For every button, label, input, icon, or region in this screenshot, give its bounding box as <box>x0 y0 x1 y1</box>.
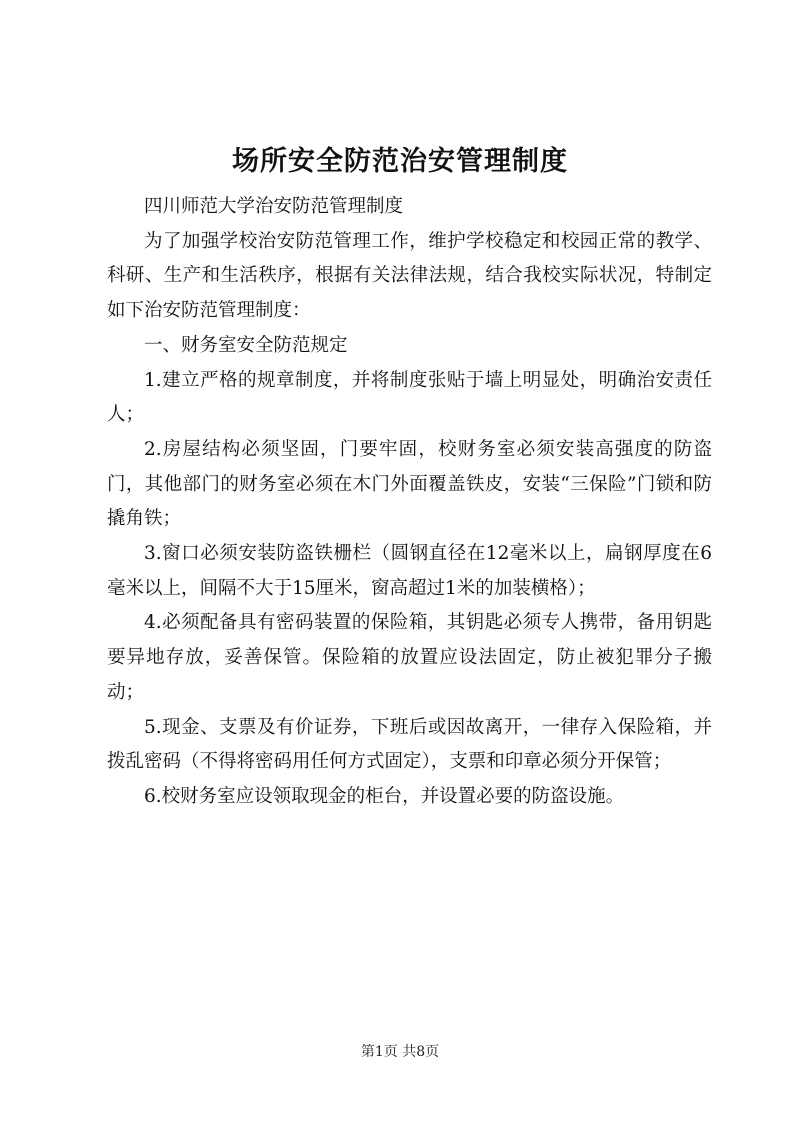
paragraph-intro: 为了加强学校治安防范管理工作，维护学校稳定和校园正常的教学、科研、生产和生活秩序，根据有关法律法规，结合我校实际状况，特制定如下治安防范管理制度： <box>107 230 712 322</box>
section-heading: 一、财务室安全防范规定 <box>144 334 348 356</box>
paragraph-item-5: 5.现金、支票及有价证券，下班后或因故离开，一律存入保险箱，并拨乱密码（不得将密码用任何方式固定），支票和印章必须分开保管； <box>107 716 712 773</box>
paragraph-item-3: 3.窗口必须安装防盗铁栅栏（圆钢直径在12毫米以上，扁钢厚度在6毫米以上，间隔不大于15厘米，窗高超过1米的加装横格）； <box>107 543 712 599</box>
paragraph-item-2: 2.房屋结构必须坚固，门要牢固，校财务室必须安装高强度的防盗门，其他部门的财务室必须在木门外面覆盖铁皮，安装“三保险”门锁和防撬角铁； <box>107 438 712 530</box>
document-body <box>107 190 712 815</box>
paragraph-item-1: 1.建立严格的规章制度，并将制度张贴于墙上明显处，明确治安责任人； <box>107 369 712 426</box>
page-footer: 第1页 共8页 <box>360 1044 440 1060</box>
paragraph-item-6: 6.校财务室应设领取现金的柜台，并设置必要的防盗设施。 <box>144 785 625 807</box>
document-title: 场所安全防范治安管理制度 <box>232 146 568 177</box>
paragraph-item-4: 4.必须配备具有密码装置的保险箱，其钥匙必须专人携带，备用钥匙要异地存放，妥善保管。保险箱的放置应设法固定，防止被犯罪分子搬动； <box>107 612 712 703</box>
paragraph-subtitle: 四川师范大学治安防范管理制度 <box>144 196 404 217</box>
